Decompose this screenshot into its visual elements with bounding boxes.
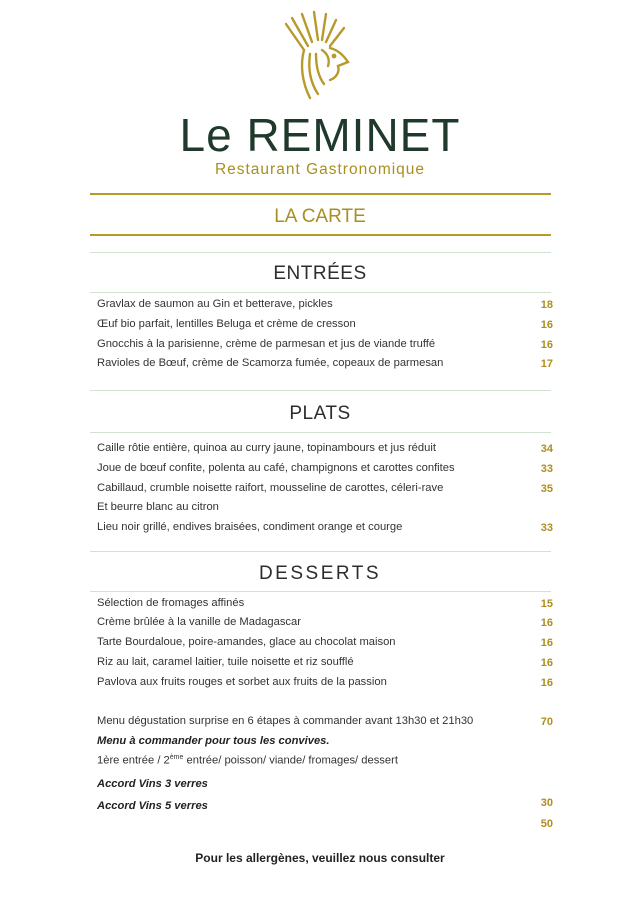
menu-item-price: 18 <box>540 299 553 311</box>
menu-item: Riz au lait, caramel laitier, tuile noisette et riz soufflé <box>97 656 354 668</box>
menu-item: Gravlax de saumon au Gin et betterave, pickles <box>97 298 333 310</box>
tasting-menu-price: 70 <box>540 716 553 728</box>
courses-part-1: 1ère entrée / 2 <box>97 754 170 767</box>
menu-item: Gnocchis à la parisienne, crème de parmesan et jus de viande truffé <box>97 338 436 350</box>
wine-pairing-price: 50 <box>540 818 553 830</box>
menu-item-price: 35 <box>540 483 553 495</box>
rooster-head-icon <box>278 10 358 106</box>
divider <box>90 234 551 236</box>
menu-item: Lieu noir grillé, endives braisées, condiment orange et courge <box>97 521 403 533</box>
restaurant-name: Le REMINET <box>179 109 461 161</box>
wine-pairing-label: Accord Vins 3 verres <box>97 778 208 790</box>
menu-item-price: 33 <box>540 522 553 534</box>
divider <box>90 551 551 552</box>
menu-item: Pavlova aux fruits rouges et sorbet aux fruits de la passion <box>97 676 387 688</box>
menu-item-price: 33 <box>540 463 553 475</box>
tasting-menu-description: Menu dégustation surprise en 6 étapes à commander avant 13h30 et 21h30 <box>97 715 474 727</box>
menu-item: Joue de bœuf confite, polenta au café, champignons et carottes confites <box>97 462 455 474</box>
divider <box>90 252 551 253</box>
section-title-plats: PLATS <box>289 403 351 424</box>
divider <box>90 591 551 592</box>
menu-item-price: 16 <box>540 339 553 351</box>
divider <box>90 432 551 433</box>
section-title-entrees: ENTRÉES <box>273 263 367 284</box>
tasting-menu-courses <box>97 754 398 767</box>
menu-item: Ravioles de Bœuf, crème de Scamorza fumée, copeaux de parmesan <box>97 357 444 369</box>
allergen-notice: Pour les allergènes, veuillez nous consulter <box>195 851 445 865</box>
tasting-menu-note: Menu à commander pour tous les convives. <box>97 735 330 747</box>
divider <box>90 193 551 195</box>
menu-item: Crème brûlée à la vanille de Madagascar <box>97 616 301 628</box>
divider <box>90 292 551 293</box>
menu-item-price: 34 <box>540 443 553 455</box>
section-title-desserts: DESSERTS <box>258 563 382 584</box>
courses-part-2: entrée/ poisson/ viande/ fromages/ dessert <box>183 754 398 767</box>
wine-pairing-label: Accord Vins 5 verres <box>97 800 208 812</box>
menu-item-price: 16 <box>540 637 553 649</box>
menu-title: LA CARTE <box>274 206 366 227</box>
restaurant-tagline: Restaurant Gastronomique <box>214 161 426 178</box>
menu-item: Sélection de fromages affinés <box>97 597 245 609</box>
divider <box>90 390 551 391</box>
menu-item-price: 16 <box>540 657 553 669</box>
menu-item-price: 17 <box>540 358 553 370</box>
menu-item: Et beurre blanc au citron <box>97 501 219 513</box>
menu-item-price: 16 <box>540 617 553 629</box>
wine-pairing-price: 30 <box>540 797 553 809</box>
menu-item-price: 16 <box>540 677 553 689</box>
menu-item: Œuf bio parfait, lentilles Beluga et crème de cresson <box>97 318 356 330</box>
menu-item: Tarte Bourdaloue, poire-amandes, glace au chocolat maison <box>97 636 396 648</box>
menu-item: Cabillaud, crumble noisette raifort, mousseline de carottes, céleri-rave <box>97 482 444 494</box>
courses-superscript: ème <box>169 754 184 761</box>
menu-item-price: 15 <box>540 598 553 610</box>
menu-item: Caille rôtie entière, quinoa au curry jaune, topinambours et jus réduit <box>97 442 436 454</box>
menu-item-price: 16 <box>540 319 553 331</box>
